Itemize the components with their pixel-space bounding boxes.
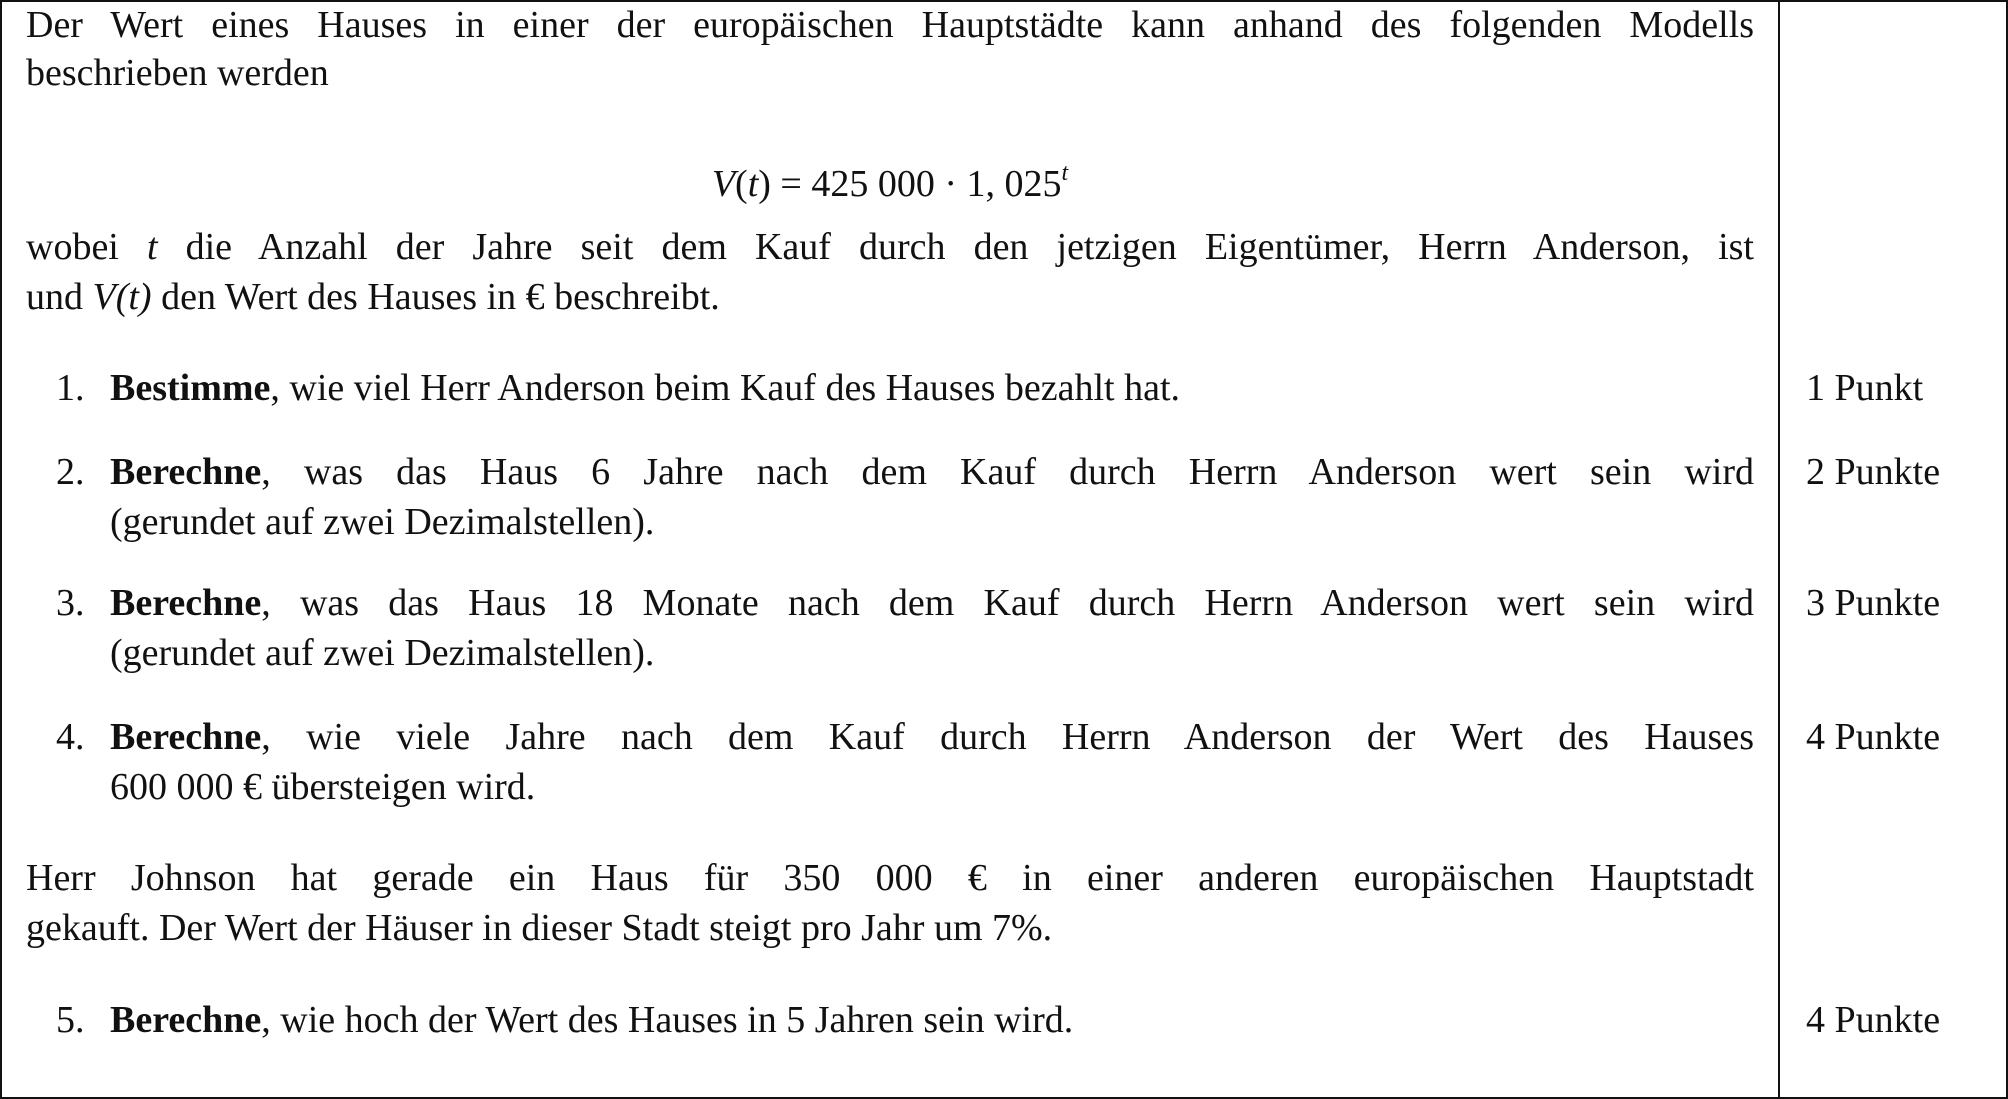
task-4-text-line-2: 600 000 € übersteigen wird.	[110, 766, 536, 808]
task-4-verb: Berechne	[110, 716, 262, 758]
task-2-points: 2 Punkte	[1806, 451, 1941, 493]
formula: V(t) = 425 000 · 1, 025$^t$	[711, 160, 1069, 205]
task-3-body: , was das Haus 18 Monate nach dem Kauf durch Herrn Anderson wert sein wird	[261, 582, 1754, 624]
definition-variable-t: t	[146, 226, 158, 268]
intro-line-1: Der Wert eines Hauses in einer der europäischen Hauptstädte kann anhand des folgenden Modells	[26, 4, 1754, 46]
task-2-verb: Berechne	[110, 451, 262, 493]
formula-variable: t	[747, 163, 759, 205]
task-4-text	[110, 712, 1754, 762]
task-2-number: 2.	[56, 451, 85, 493]
task-3-verb: Berechne	[110, 582, 262, 624]
definition-line-1-b: die Anzahl der Jahre seit dem Kauf durch den jetzigen Eigentümer, Herrn Anderson, ist	[157, 226, 1754, 268]
johnson-line-2: gekauft. Der Wert der Häuser in dieser Stadt steigt pro Jahr um 7%.	[26, 907, 1053, 949]
task-2-body: , was das Haus 6 Jahre nach dem Kauf durch Herrn Anderson wert sein wird	[261, 451, 1754, 493]
task-1-number: 1.	[56, 367, 85, 409]
task-2-text-line-2: (gerundet auf zwei Dezimalstellen).	[110, 501, 655, 543]
task-5-verb: Berechne	[110, 999, 262, 1041]
task-1-body: , wie viel Herr Anderson beim Kauf des Hauses bezahlt hat.	[270, 367, 1180, 409]
task-5-points: 4 Punkte	[1806, 999, 1941, 1041]
definition-line-2	[26, 272, 720, 322]
johnson-line-1: Herr Johnson hat gerade ein Haus für 350 000 € in einer anderen europäischen Hauptstadt	[26, 857, 1754, 899]
definition-line-1	[26, 222, 1754, 272]
task-5-body: , wie hoch der Wert des Hauses in 5 Jahren sein wird.	[261, 999, 1074, 1041]
task-3-text-line-2: (gerundet auf zwei Dezimalstellen).	[110, 632, 655, 674]
task-5-text	[110, 995, 1754, 1045]
task-2-text	[110, 447, 1754, 497]
task-3-points: 3 Punkte	[1806, 582, 1941, 624]
task-1-verb: Bestimme	[110, 367, 271, 409]
formula-rhs: = 425 000 · 1, 025	[780, 163, 1062, 205]
task-4-body: , wie viele Jahre nach dem Kauf durch Herrn Anderson der Wert des Hauses	[261, 716, 1754, 758]
definition-line-2-a: und	[26, 276, 93, 318]
definition-line-1-a: wobei	[26, 226, 147, 268]
task-4-number: 4.	[56, 716, 85, 758]
task-1-text	[110, 363, 1754, 413]
task-3-text	[110, 578, 1754, 628]
intro-line-2: beschrieben werden	[26, 52, 329, 94]
formula-exponent: t	[1061, 160, 1069, 186]
definition-line-2-b: den Wert des Hauses in € beschreibt.	[151, 276, 720, 318]
task-3-number: 3.	[56, 582, 85, 624]
task-5-number: 5.	[56, 999, 85, 1041]
task-4-points: 4 Punkte	[1806, 716, 1941, 758]
formula-function: V	[711, 163, 736, 205]
task-1-points: 1 Punkt	[1806, 367, 1924, 409]
definition-variable-v: V(t)	[92, 276, 152, 318]
